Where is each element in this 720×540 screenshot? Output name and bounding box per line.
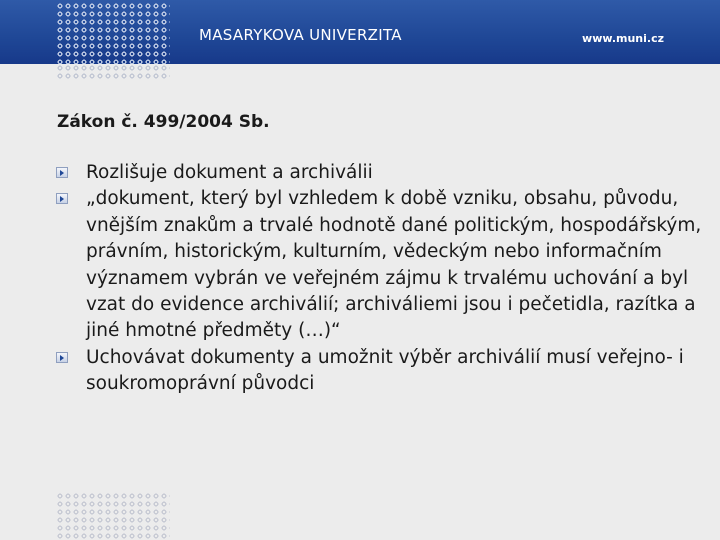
decorative-dot-grid-lower: [56, 64, 170, 80]
bullet-text: „dokument, který byl vzhledem k době vzniku, obsahu, původu, vnějším znakům a trvalé hodnotě dané politickým, hospodářským, právním, historickým, kulturním, vědeckým nebo informačním významem vybrán ve veřejném zájmu k trvalému uchování a byl vzat do evidence archiválií; archiváliemi jsou i pečetidla, razítka a jiné hmotné předměty (…)“: [86, 188, 702, 342]
slide-title: Zákon č. 499/2004 Sb.: [57, 112, 270, 132]
website-url: www.muni.cz: [582, 32, 664, 45]
bullet-text: Uchovávat dokumenty a umožnit výběr archiválií musí veřejno- i soukromoprávní původci: [86, 346, 684, 395]
decorative-dot-grid: [56, 2, 170, 64]
bullet-list: [55, 160, 710, 398]
bullet-text: Rozlišuje dokument a archiválii: [86, 162, 373, 183]
bullet-item: [55, 160, 710, 186]
arrow-bullet-icon: [56, 167, 68, 178]
arrow-bullet-icon: [56, 193, 68, 204]
arrow-bullet-icon: [56, 352, 68, 363]
header-bar: [0, 0, 720, 64]
university-name: MASARYKOVA UNIVERZITA: [199, 26, 402, 44]
decorative-dot-grid-bottom: [56, 492, 170, 540]
bullet-item: [55, 186, 710, 344]
bullet-item: [55, 345, 710, 398]
